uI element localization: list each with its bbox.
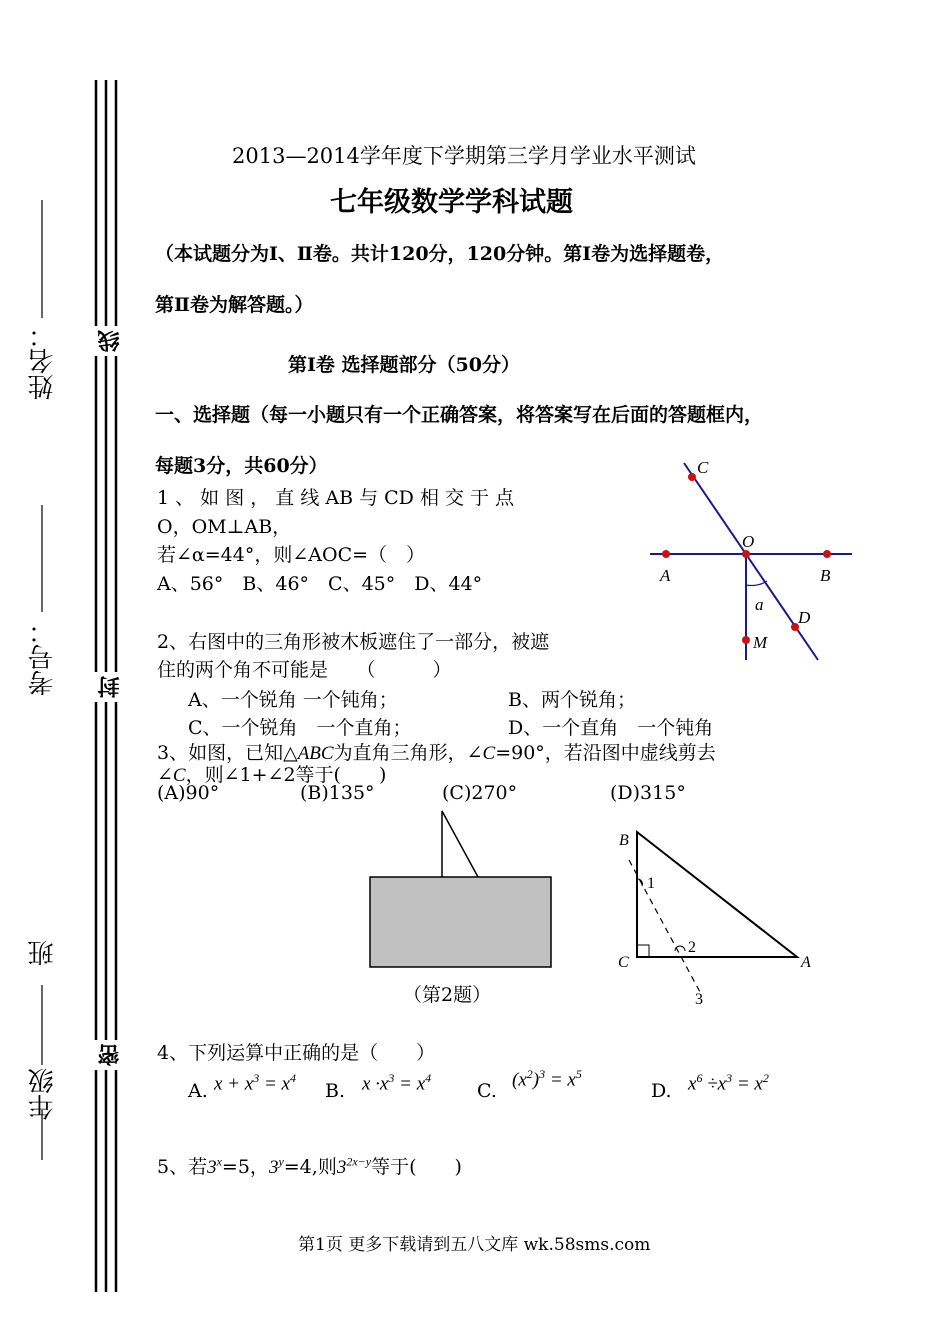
seal-marker: 封 [94, 672, 125, 702]
q3-line-2: ∠C，则∠1+∠2等于( ) [157, 764, 387, 786]
section1-line-1: 一、选择题（每一小题只有一个正确答案，将答案写在后面的答题框内， [155, 404, 764, 426]
label-3: 3 [695, 991, 703, 1008]
q3-option-b: (B)135° [300, 782, 375, 804]
q4-stem: 4、下列运算中正确的是（ ） [157, 1042, 436, 1064]
point-a [662, 550, 670, 558]
intro-line-1: （本试题分为Ⅰ、Ⅱ卷。共计120分，120分钟。第Ⅰ卷为选择题卷， [155, 243, 725, 265]
q3-option-a: (A)90° [157, 782, 220, 804]
board-rectangle [370, 877, 551, 967]
q3-option-d: (D)315° [610, 782, 686, 804]
q2-figure [360, 805, 560, 975]
part1-heading: 第Ⅰ卷 选择题部分（50分） [288, 354, 520, 376]
q1-line-3: 若∠α=44°，则∠AOC=（ ） [157, 544, 426, 566]
line-marker: 线 [94, 326, 125, 356]
point-b [823, 550, 831, 558]
section1-line-2: 每题3分，共60分） [155, 455, 328, 477]
hidden-triangle [442, 811, 478, 877]
q1-figure [640, 455, 860, 670]
grade-label: 年级 [28, 1068, 58, 1120]
q4-option-a-expr: $x + x^3 = x^4$ [214, 1071, 296, 1095]
name-label: 姓名： [28, 322, 58, 400]
binding-margin [0, 0, 140, 1342]
q2-figure-caption: （第2题） [403, 984, 492, 1006]
q2-option-b: B、两个锐角； [508, 689, 636, 711]
q1-line-1: 1 、 如 图 ， 直 线 AB 与 CD 相 交 于 点 [157, 487, 515, 509]
q5-stem: 5、若$3^x=5$，$3^y=4$,则$3^{2x-y}$等于( ) [157, 1154, 462, 1178]
label-2: 2 [688, 939, 696, 956]
right-angle-mark [637, 945, 649, 957]
q4-option-a-label: A. [188, 1080, 208, 1102]
label-a: A [801, 954, 811, 971]
line-cd [684, 463, 818, 660]
q2-option-d: D、一个直角 一个钝角 [508, 717, 714, 739]
label-d: D [798, 608, 811, 627]
q3-figure [605, 820, 830, 1015]
q2-line-1: 2、右图中的三角形被木板遮住了一部分，被遮 [157, 631, 550, 653]
point-m [742, 636, 750, 644]
label-1: 1 [647, 875, 655, 892]
label-c: C [618, 954, 629, 971]
label-b: B [820, 566, 831, 585]
q4-option-d-expr: $x^6 \div x^3 = x^2$ [688, 1071, 769, 1095]
label-b: B [619, 832, 629, 849]
q2-line-2: 住的两个角不可能是 （ ） [157, 659, 452, 681]
number-label: 考号： [28, 618, 58, 696]
q4-option-b-expr: $x \cdot x^3 = x^4$ [362, 1071, 432, 1095]
point-o [742, 550, 750, 558]
point-c [688, 473, 696, 481]
label-c: C [697, 458, 709, 477]
exam-subtitle: 七年级数学学科试题 [330, 187, 573, 218]
page-footer: 第1页 更多下载请到五八文库 wk.58sms.com [298, 1235, 651, 1255]
q3-option-c: (C)270° [442, 782, 518, 804]
q4-option-d-label: D. [651, 1080, 672, 1102]
intro-line-2: 第Ⅱ卷为解答题。） [155, 294, 314, 316]
label-a: A [660, 566, 671, 585]
label-o: O [742, 532, 755, 551]
right-triangle [637, 832, 797, 957]
label-alpha: a [755, 595, 764, 614]
q4-option-b-label: B. [325, 1080, 346, 1102]
q1-line-2: O，OM⊥AB， [157, 516, 292, 538]
exam-title: 2013—2014学年度下学期第三学月学业水平测试 [232, 144, 696, 168]
q3-line-1: 3、如图，已知△ABC为直角三角形，∠C=90°，若沿图中虚线剪去 [157, 742, 716, 764]
q4-option-c-label: C. [477, 1080, 497, 1102]
secret-marker: 密 [94, 1040, 125, 1070]
q1-options: A、56° B、46° C、45° D、44° [157, 573, 483, 595]
q2-option-c: C、一个锐角 一个直角； [188, 717, 412, 739]
q2-option-a: A、一个锐角 一个钝角； [188, 689, 398, 711]
class-label: 班 [28, 940, 58, 966]
q4-option-c-expr: $(x^2)^3 = x^5$ [512, 1067, 582, 1091]
label-m: M [753, 633, 768, 652]
